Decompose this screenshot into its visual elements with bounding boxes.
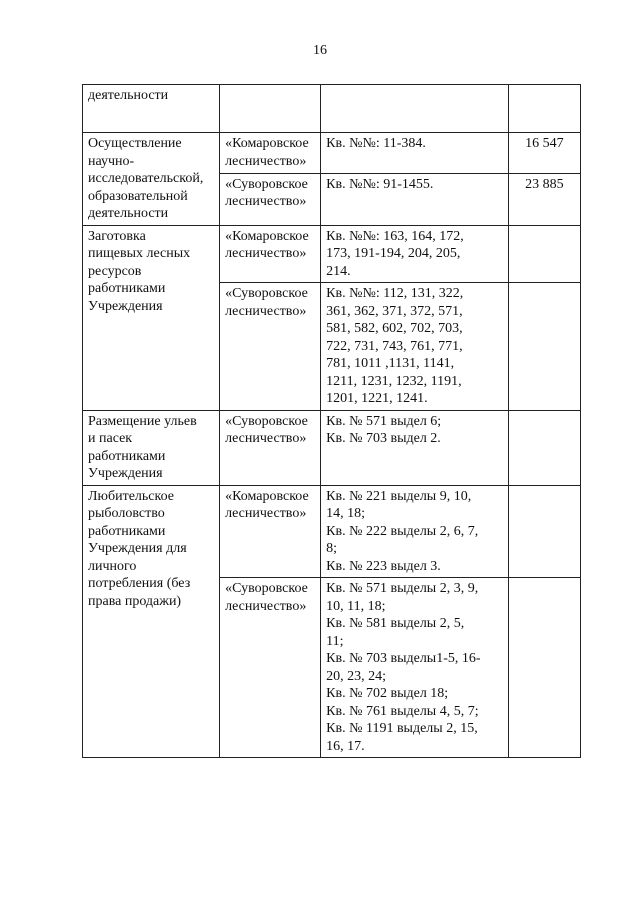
blocks-cell: Кв. № 221 выделы 9, 10, 14, 18; Кв. № 222 выделы 2, 6, 7, 8; Кв. № 223 выдел 3. bbox=[321, 485, 509, 578]
blocks-cell: Кв. №№: 112, 131, 322, 361, 362, 371, 372, 571, 581, 582, 602, 702, 703, 722, 731, 743, 761, 771, 781, 1011 ,1131, 1141, 1211, 1231, 1232, 1191, 1201, 1221, 1241. bbox=[321, 283, 509, 411]
area-cell bbox=[508, 283, 580, 411]
activity-cell: Размещение ульев и пасек работниками Учреждения bbox=[83, 410, 220, 485]
activity-cell: деятельности bbox=[83, 85, 220, 133]
activity-cell: Любительское рыболовство работниками Учреждения для личного потребления (без права продажи) bbox=[83, 485, 220, 758]
area-cell bbox=[508, 225, 580, 283]
forestry-cell: «Суворовское лесничество» bbox=[220, 283, 321, 411]
forestry-cell bbox=[220, 85, 321, 133]
area-cell bbox=[508, 578, 580, 758]
blocks-cell: Кв. № 571 выдел 6; Кв. № 703 выдел 2. bbox=[321, 410, 509, 485]
activity-cell: Заготовка пищевых лесных ресурсов работниками Учреждения bbox=[83, 225, 220, 410]
forestry-cell: «Комаровское лесничество» bbox=[220, 485, 321, 578]
table-row bbox=[83, 133, 581, 174]
activity-cell: Осуществление научно- исследовательской, образовательной деятельности bbox=[83, 133, 220, 226]
land-use-table bbox=[82, 84, 581, 758]
area-cell bbox=[508, 485, 580, 578]
table-row bbox=[83, 485, 581, 578]
forestry-cell: «Комаровское лесничество» bbox=[220, 225, 321, 283]
blocks-cell: Кв. №№: 91-1455. bbox=[321, 173, 509, 225]
forestry-cell: «Суворовское лесничество» bbox=[220, 173, 321, 225]
table-row bbox=[83, 225, 581, 283]
page-number: 16 bbox=[313, 43, 327, 58]
area-cell bbox=[508, 85, 580, 133]
blocks-cell: Кв. №№: 163, 164, 172, 173, 191-194, 204, 205, 214. bbox=[321, 225, 509, 283]
area-cell: 23 885 bbox=[508, 173, 580, 225]
area-cell: 16 547 bbox=[508, 133, 580, 174]
table-row bbox=[83, 85, 581, 133]
forestry-cell: «Суворовское лесничество» bbox=[220, 410, 321, 485]
blocks-cell bbox=[321, 85, 509, 133]
area-cell bbox=[508, 410, 580, 485]
table-row bbox=[83, 410, 581, 485]
blocks-cell: Кв. № 571 выделы 2, 3, 9, 10, 11, 18; Кв. № 581 выделы 2, 5, 11; Кв. № 703 выделы1-5, 16- 20, 23, 24; Кв. № 702 выдел 18; Кв. № 761 выделы 4, 5, 7; Кв. № 1191 выделы 2, 15, 16, 17. bbox=[321, 578, 509, 758]
blocks-cell: Кв. №№: 11-384. bbox=[321, 133, 509, 174]
forestry-cell: «Суворовское лесничество» bbox=[220, 578, 321, 758]
forestry-cell: «Комаровское лесничество» bbox=[220, 133, 321, 174]
